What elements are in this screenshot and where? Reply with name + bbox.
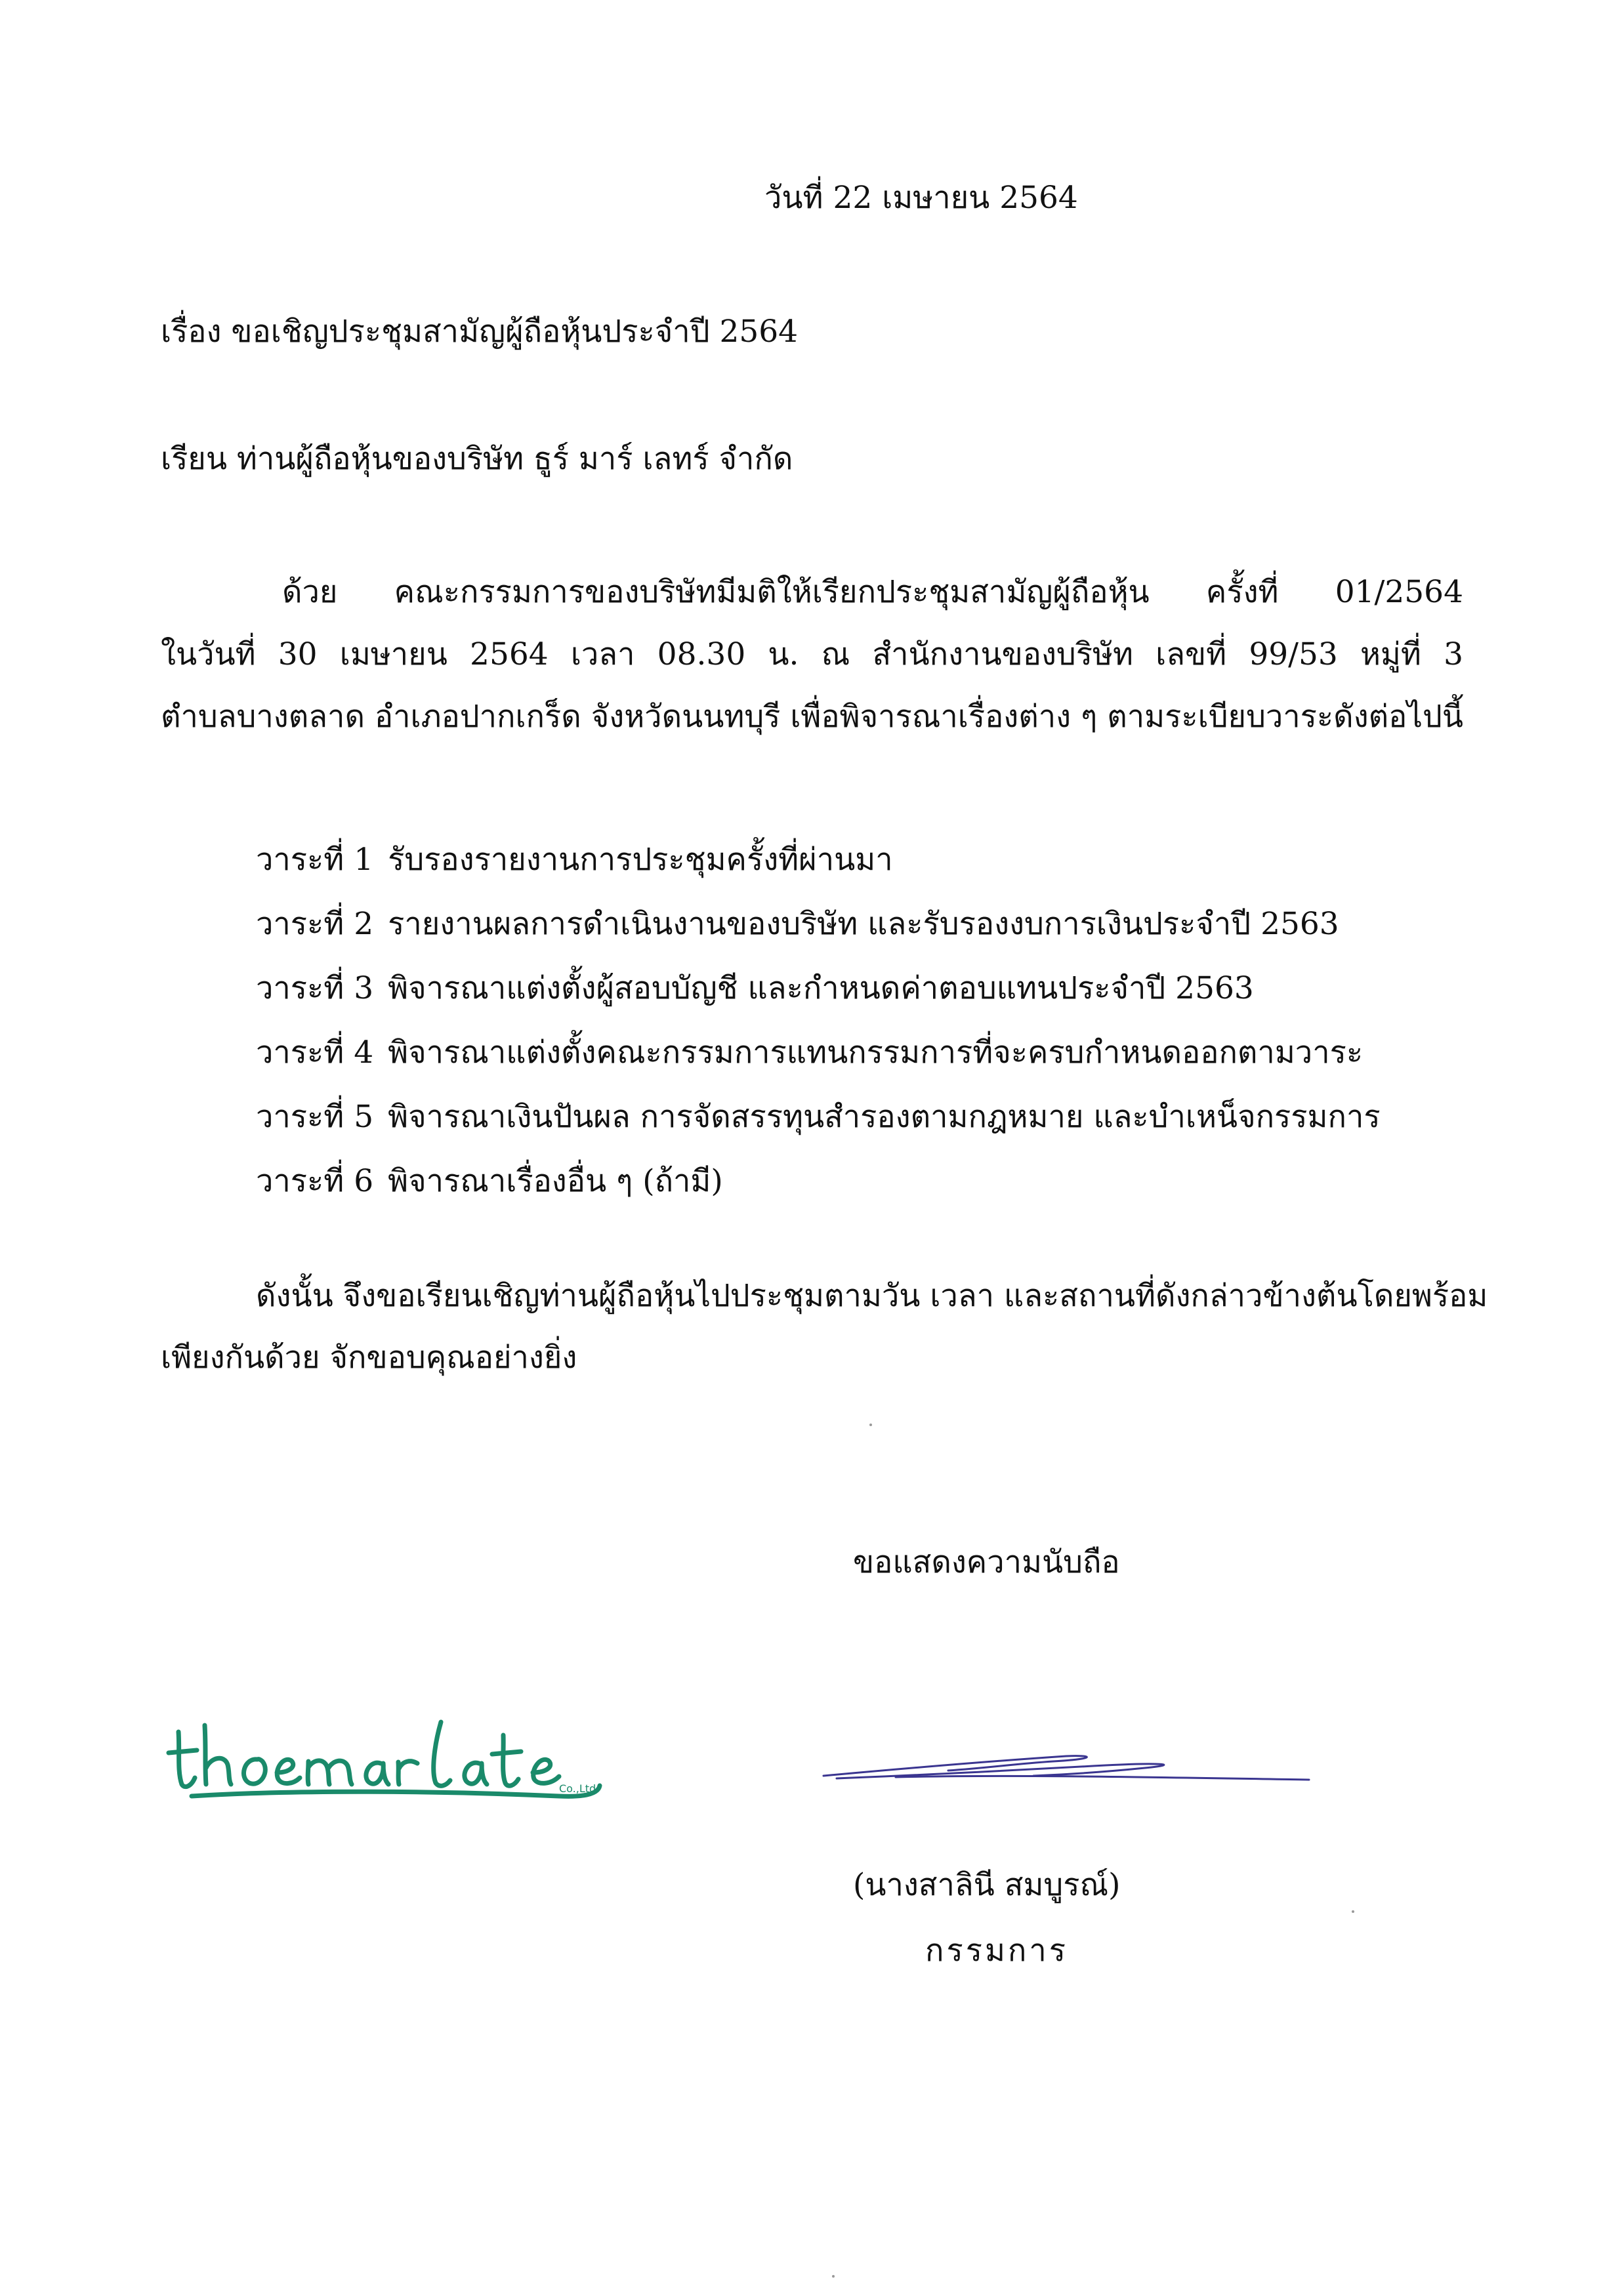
stamp-stroke	[205, 1725, 231, 1784]
agenda-text: รับรองรายงานการประชุมครั้งที่ผ่านมา	[388, 842, 893, 878]
stamp-stroke	[503, 1735, 518, 1786]
agenda-number: วาระที่ 5	[256, 1099, 374, 1135]
speck	[869, 1424, 872, 1426]
agenda-item	[256, 1085, 1381, 1149]
agenda-number: วาระที่ 3	[256, 970, 374, 1006]
company-stamp	[165, 1712, 625, 1811]
stamp-suffix: Co.,Ltd.	[559, 1782, 600, 1795]
stamp-stroke	[277, 1759, 300, 1783]
agenda-number: วาระที่ 1	[256, 842, 374, 878]
stamp-stroke	[398, 1761, 417, 1784]
paragraph1-line3: ตำบลบางตลาด อำเภอปากเกร็ด จังหวัดนนทบุรี เพื่อพิจารณาเรื่องต่าง ๆ ตามระเบียบวาระดังต่อไปนี้	[161, 699, 1463, 735]
agenda-text: พิจารณาเงินปันผล การจัดสรรทุนสำรองตามกฎหมาย และบำเหน็จกรรมการ	[388, 1099, 1381, 1135]
stamp-stroke	[169, 1750, 197, 1753]
paragraph2-line2: เพียงกันด้วย จักขอบคุณอย่างยิ่ง	[161, 1340, 577, 1376]
agenda-item	[256, 956, 1381, 1021]
paragraph1-line2: ในวันที่ 30 เมษายน 2564 เวลา 08.30 น. ณ สำนักงานของบริษัท เลขที่ 99/53 หมู่ที่ 3	[161, 636, 1463, 672]
stamp-stroke	[533, 1759, 559, 1783]
agenda-number: วาระที่ 6	[256, 1163, 374, 1199]
letter-date: วันที่ 22 เมษายน 2564	[764, 180, 1078, 216]
paragraph2-line1: ดังนั้น จึงขอเรียนเชิญท่านผู้ถือหุ้นไปประชุมตามวัน เวลา และสถานที่ดังกล่าวข้างต้นโดยพร้อม	[256, 1278, 1488, 1314]
speck	[1352, 1910, 1354, 1913]
agenda-number: วาระที่ 4	[256, 1035, 374, 1071]
stamp-stroke	[492, 1752, 521, 1754]
closing-text: ขอแสดงความนับถือ	[853, 1544, 1120, 1580]
agenda-item	[256, 828, 1381, 892]
agenda-number: วาระที่ 2	[256, 906, 374, 942]
stamp-stroke	[308, 1761, 352, 1784]
paragraph1-line1: ด้วย คณะกรรมการของบริษัทมีมติให้เรียกประชุมสามัญผู้ถือหุ้น ครั้งที่ 01/2564	[282, 574, 1463, 610]
signature-strokes	[823, 1756, 1309, 1780]
signer-name: (นางสาลินี สมบูรณ์)	[853, 1867, 1121, 1903]
stamp-stroke	[243, 1759, 265, 1784]
agenda-text: พิจารณาเรื่องอื่น ๆ (ถ้ามี)	[388, 1163, 723, 1199]
signature-stroke	[896, 1776, 1309, 1780]
signature	[817, 1722, 1316, 1801]
agenda-text: พิจารณาแต่งตั้งคณะกรรมการแทนกรรมการที่จะครบกำหนดออกตามวาระ	[388, 1035, 1364, 1071]
agenda-text: รายงานผลการดำเนินงานของบริษัท และรับรองงบการเงินประจำปี 2563	[388, 906, 1339, 942]
agenda-item	[256, 1021, 1381, 1085]
signer-position: กรรมการ	[925, 1933, 1069, 1969]
agenda-text: พิจารณาแต่งตั้งผู้สอบบัญชี และกำหนดค่าตอบแทนประจำปี 2563	[388, 970, 1254, 1006]
stamp-stroke	[434, 1722, 450, 1786]
stamp-stroke	[366, 1763, 388, 1784]
agenda-list	[256, 828, 1381, 1214]
stamp-underline	[192, 1786, 600, 1796]
agenda-item	[256, 892, 1381, 956]
stamp-stroke	[465, 1763, 487, 1784]
agenda-item	[256, 1149, 1381, 1214]
stamp-lettering	[169, 1722, 600, 1796]
letter-subject: เรื่อง ขอเชิญประชุมสามัญผู้ถือหุ้นประจำปี 2564	[161, 314, 799, 350]
stamp-stroke	[178, 1732, 195, 1787]
speck	[832, 2275, 835, 2278]
letter-salutation: เรียน ท่านผู้ถือหุ้นของบริษัท ธูร์ มาร์ เลทร์ จำกัด	[161, 441, 793, 477]
